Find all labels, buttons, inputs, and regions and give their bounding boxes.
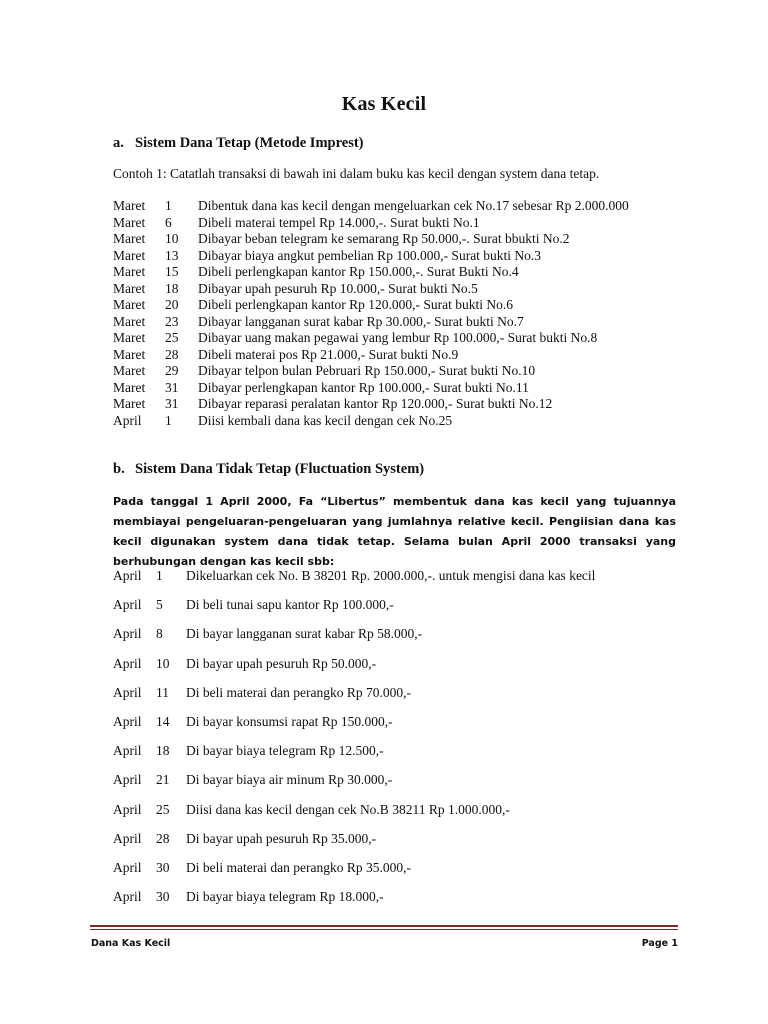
transaction-month: April [113,743,142,759]
transaction-description: Di bayar langganan surat kabar Rp 58.000,- [186,626,423,642]
transaction-row [113,828,595,857]
transaction-month: Maret [113,396,146,411]
transaction-description: Di bayar upah pesuruh Rp 35.000,- [186,830,377,846]
transaction-month: April [113,597,142,613]
transaction-row [113,264,629,281]
transaction-day: 30 [156,889,170,905]
transaction-description: Dibeli materai pos Rp 21.000,- Surat bukti No.9 [198,346,459,362]
section-a-intro: Contoh 1: Catatlah transaksi di bawah ini dalam buku kas kecil dengan system dana tetap. [113,166,600,181]
transaction-description: Dibeli perlengkapan kantor Rp 120.000,- Surat bukti No.6 [198,297,513,312]
transaction-description: Dibayar perlengkapan kantor Rp 100.000,- Surat bukti No.11 [198,379,529,395]
transaction-description: Dikeluarkan cek No. B 38201 Rp. 2000.000,-. untuk mengisi dana kas kecil [186,568,596,583]
transaction-row [113,330,629,347]
transaction-row [113,396,629,413]
transaction-description: Diisi kembali dana kas kecil dengan cek No.25 [198,412,453,428]
transaction-row [113,623,595,652]
transaction-month: April [113,830,142,846]
section-b-letter: b. [113,461,125,477]
transaction-row [113,711,595,740]
transaction-row [113,281,629,298]
transaction-description: Dibayar reparasi peralatan kantor Rp 120.000,- Surat bukti No.12 [198,396,553,411]
transaction-month: Maret [113,363,146,378]
transaction-day: 20 [165,297,179,312]
transaction-month: April [113,684,142,700]
transaction-day: 30 [156,859,170,875]
transaction-month: April [113,713,142,729]
transaction-day: 6 [165,214,172,230]
page-title: Kas Kecil [341,93,427,115]
transaction-description: Di beli materai dan perangko Rp 70.000,- [186,684,411,700]
transaction-month: April [113,626,142,642]
transaction-day: 23 [165,313,179,329]
transaction-row [113,297,629,314]
transaction-day: 28 [165,346,179,362]
transaction-day: 8 [156,626,163,642]
transaction-day: 25 [165,330,179,345]
transaction-month: April [113,568,142,583]
section-a-heading-text: Sistem Dana Tetap (Metode Imprest) [135,135,364,151]
transaction-description: Dibeli materai tempel Rp 14.000,-. Surat bukti No.1 [198,214,480,230]
transaction-month: Maret [113,379,146,395]
transaction-row [113,565,595,594]
transaction-row [113,198,629,215]
transaction-day: 14 [156,713,170,729]
transaction-day: 5 [156,597,163,613]
transaction-day: 11 [156,684,169,700]
transaction-day: 1 [156,568,163,583]
transaction-description: Dibayar uang makan pegawai yang lembur Rp 100.000,- Surat bukti No.8 [198,330,598,345]
transaction-description: Di beli tunai sapu kantor Rp 100.000,- [186,597,394,613]
transaction-description: Di bayar biaya air minum Rp 30.000,- [186,772,393,788]
transaction-description: Dibayar telpon bulan Pebruari Rp 150.000,- Surat bukti No.10 [198,363,536,378]
transaction-row [113,740,595,769]
transaction-description: Dibayar beban telegram ke semarang Rp 50.000,-. Surat bbukti No.2 [198,231,570,246]
transaction-day: 1 [165,412,172,428]
section-b-heading-text: Sistem Dana Tidak Tetap (Fluctuation System) [135,461,425,477]
transaction-month: April [113,859,142,875]
transaction-description: Di bayar upah pesuruh Rp 50.000,- [186,655,377,671]
section-a-letter: a. [113,135,124,151]
section-b-paragraph: Pada tanggal 1 April 2000, Fa “Libertus” membentuk dana kas kecil yang tujuannya membiayai pengeluaran-pengeluaran yang jumlahnya relative kecil. Pengiisian dana kas kecil digunakan system dana tidak tetap. Selama bulan April 2000 transaksi yang berhubungan dengan kas kecil sbb: [113,495,676,568]
transaction-day: 28 [156,830,170,846]
transaction-month: April [113,801,142,817]
transaction-day: 29 [165,363,179,378]
transaction-month: Maret [113,297,146,312]
transaction-day: 10 [156,655,170,671]
transaction-description: Dibeli perlengkapan kantor Rp 150.000,-. Surat Bukti No.4 [198,264,519,279]
transaction-row [113,231,629,248]
footer-page-number: Page 1 [641,938,678,949]
section-b-transaction-list [113,565,595,915]
transaction-description: Di bayar konsumsi rapat Rp 150.000,- [186,713,393,729]
transaction-row [113,248,629,265]
transaction-day: 21 [156,772,170,788]
transaction-row [113,347,629,364]
transaction-description: Dibentuk dana kas kecil dengan mengeluarkan cek No.17 sebesar Rp 2.000.000 [198,198,629,213]
transaction-day: 10 [165,231,179,246]
transaction-row [113,653,595,682]
transaction-row [113,314,629,331]
transaction-row [113,380,629,397]
transaction-month: Maret [113,231,146,246]
transaction-description: Dibayar biaya angkut pembelian Rp 100.000,- Surat bukti No.3 [198,247,542,263]
transaction-day: 18 [156,743,170,759]
transaction-row [113,682,595,711]
transaction-day: 13 [165,247,179,263]
transaction-description: Di beli materai dan perangko Rp 35.000,- [186,859,411,875]
transaction-description: Di bayar biaya telegram Rp 18.000,- [186,889,384,905]
transaction-day: 18 [165,280,179,296]
transaction-description: Di bayar biaya telegram Rp 12.500,- [186,743,384,759]
transaction-row [113,363,629,380]
transaction-month: Maret [113,264,146,279]
transaction-description: Dibayar upah pesuruh Rp 10.000,- Surat bukti No.5 [198,280,478,296]
section-a-transaction-list [113,198,629,429]
transaction-day: 15 [165,264,179,279]
transaction-month: April [113,889,142,905]
transaction-row [113,857,595,886]
footer-rule-thin [90,929,678,930]
transaction-day: 1 [165,198,172,213]
section-a-heading [113,135,364,152]
footer-rule-thick [90,925,678,927]
transaction-month: Maret [113,313,146,329]
transaction-month: April [113,772,142,788]
transaction-row [113,215,629,232]
transaction-month: Maret [113,280,146,296]
transaction-day: 31 [165,379,179,395]
transaction-month: Maret [113,330,146,345]
transaction-description: Dibayar langganan surat kabar Rp 30.000,- Surat bukti No.7 [198,313,524,329]
transaction-row [113,886,595,915]
transaction-month: Maret [113,346,146,362]
transaction-description: Diisi dana kas kecil dengan cek No.B 38211 Rp 1.000.000,- [186,801,510,817]
transaction-row [113,769,595,798]
transaction-day: 25 [156,801,170,817]
transaction-month: Maret [113,214,146,230]
footer-doc-title: Dana Kas Kecil [91,938,171,949]
transaction-month: Maret [113,247,146,263]
transaction-day: 31 [165,396,179,411]
section-b-heading [113,461,424,478]
transaction-month: April [113,412,142,428]
transaction-row [113,594,595,623]
transaction-row [113,413,629,430]
transaction-month: Maret [113,198,146,213]
transaction-month: April [113,655,142,671]
transaction-row [113,799,595,828]
